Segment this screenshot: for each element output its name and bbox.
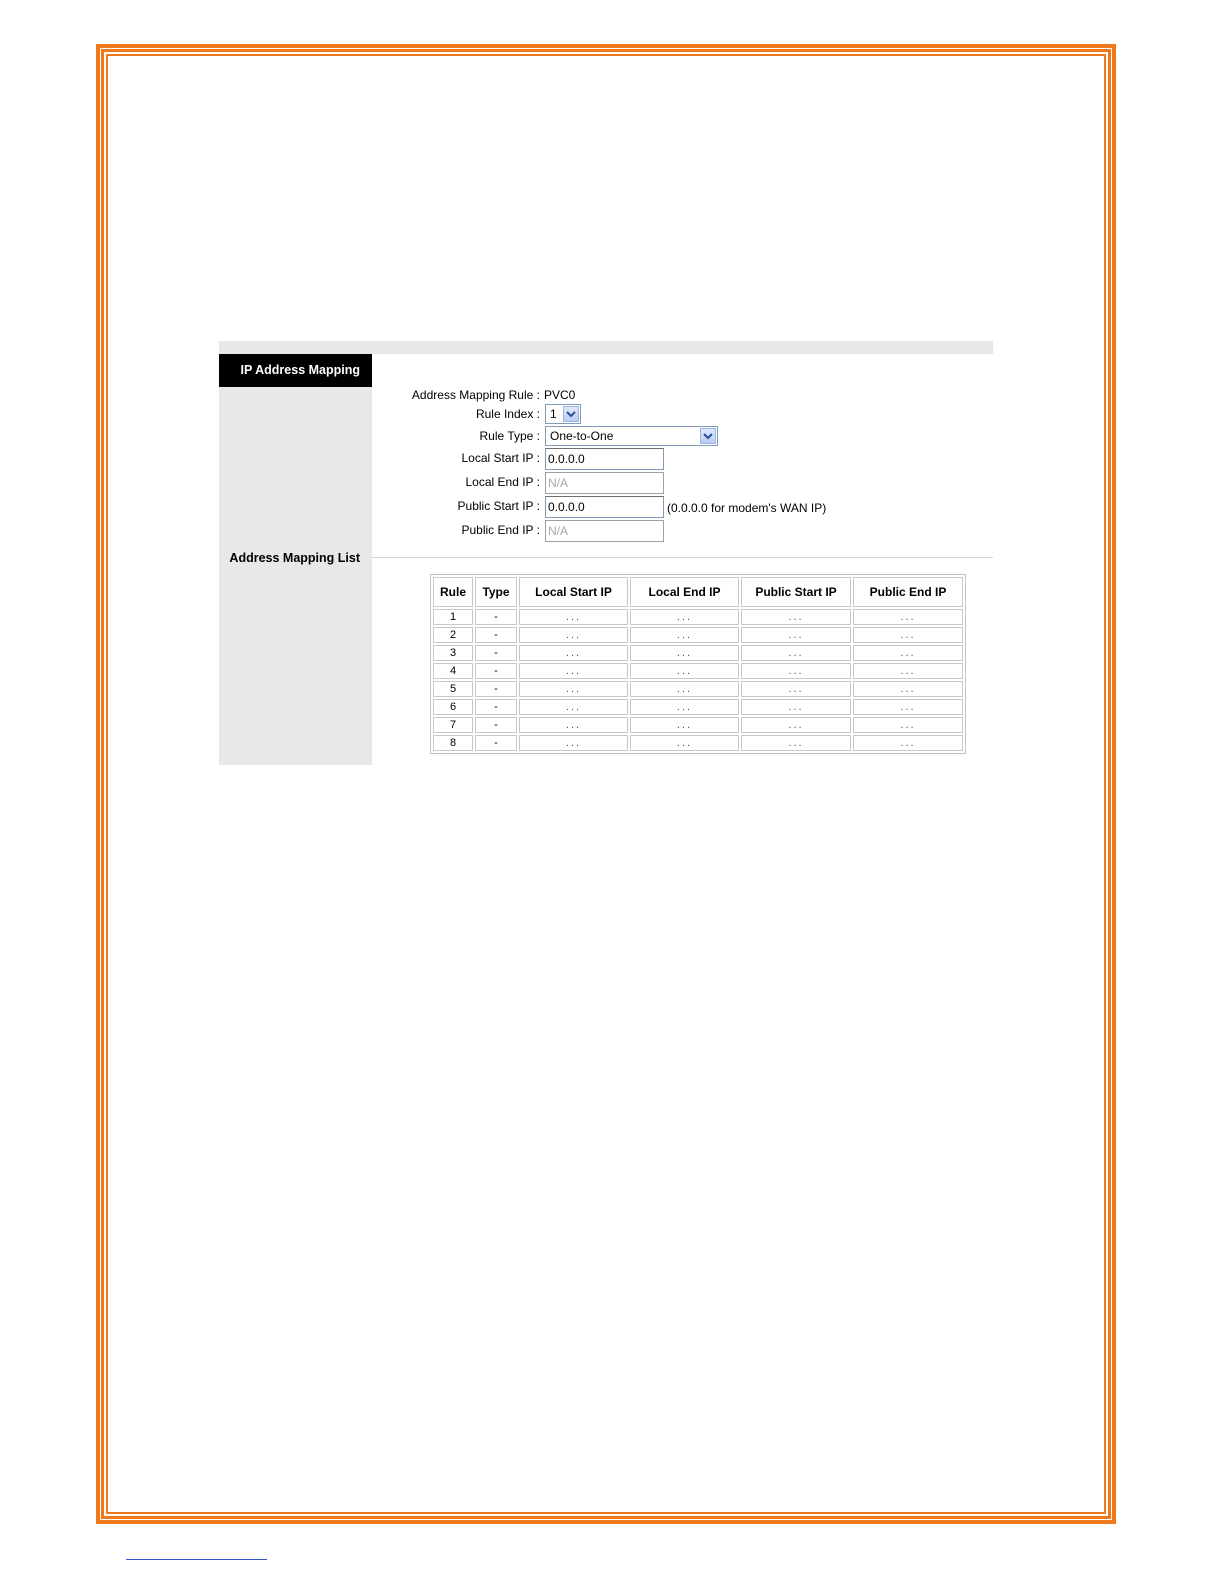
public-start-ip-row — [372, 495, 993, 517]
table-row — [433, 735, 963, 751]
ip-address-mapping-screenshot — [219, 341, 993, 765]
local-start-ip-input[interactable]: 0.0.0.0 — [545, 448, 664, 470]
mapping-rule-label: Address Mapping Rule : — [411, 388, 540, 402]
rule-type-row — [372, 425, 993, 447]
cell-public-start-ip: ... — [741, 627, 851, 643]
address-mapping-table — [430, 574, 966, 754]
cell-public-start-ip: ... — [741, 663, 851, 679]
cell-local-start-ip: ... — [519, 627, 628, 643]
top-strip — [219, 341, 993, 354]
table-row — [433, 717, 963, 733]
table-row — [433, 699, 963, 715]
local-start-ip-row — [372, 447, 993, 469]
table-row — [433, 627, 963, 643]
cell-type: - — [475, 699, 517, 715]
section-title: IP Address Mapping — [219, 354, 372, 387]
cell-local-start-ip: ... — [519, 735, 628, 751]
cell-local-start-ip: ... — [519, 681, 628, 697]
cell-local-end-ip: ... — [630, 681, 739, 697]
cell-type: - — [475, 681, 517, 697]
cell-public-end-ip: ... — [853, 609, 963, 625]
cell-type: - — [475, 627, 517, 643]
cell-local-start-ip: ... — [519, 717, 628, 733]
rule-index-row — [372, 403, 993, 425]
column-header-type: Type — [475, 577, 517, 607]
cell-local-end-ip: ... — [630, 717, 739, 733]
public-start-ip-input[interactable]: 0.0.0.0 — [545, 496, 664, 518]
cell-public-start-ip: ... — [741, 717, 851, 733]
rule-type-select[interactable] — [545, 426, 718, 446]
cell-rule: 5 — [433, 681, 473, 697]
column-header-public-start-ip: Public Start IP — [741, 577, 851, 607]
column-header-local-end-ip: Local End IP — [630, 577, 739, 607]
table-row — [433, 609, 963, 625]
cell-rule: 8 — [433, 735, 473, 751]
cell-type: - — [475, 663, 517, 679]
cell-type: - — [475, 717, 517, 733]
mapping-rule-value: PVC0 — [544, 388, 576, 402]
cell-public-end-ip: ... — [853, 699, 963, 715]
cell-public-end-ip: ... — [853, 663, 963, 679]
cell-public-start-ip: ... — [741, 681, 851, 697]
section-divider — [372, 557, 993, 558]
cell-rule: 3 — [433, 645, 473, 661]
cell-type: - — [475, 645, 517, 661]
table-row — [433, 645, 963, 661]
chevron-down-icon[interactable] — [700, 428, 716, 444]
local-end-ip-row — [372, 471, 993, 493]
local-end-ip-input[interactable]: N/A — [545, 472, 664, 494]
public-end-ip-input[interactable]: N/A — [545, 520, 664, 542]
chevron-down-icon[interactable] — [563, 406, 579, 422]
cell-public-start-ip: ... — [741, 735, 851, 751]
cell-type: - — [475, 609, 517, 625]
cell-public-start-ip: ... — [741, 699, 851, 715]
cell-local-end-ip: ... — [630, 645, 739, 661]
cell-rule: 7 — [433, 717, 473, 733]
cell-type: - — [475, 735, 517, 751]
footer-rule — [126, 1559, 267, 1560]
public-end-ip-row — [372, 519, 993, 541]
rule-index-select[interactable] — [545, 404, 581, 424]
cell-rule: 1 — [433, 609, 473, 625]
cell-local-start-ip: ... — [519, 699, 628, 715]
column-header-rule: Rule — [433, 577, 473, 607]
cell-local-start-ip: ... — [519, 609, 628, 625]
rule-type-label: Rule Type : — [479, 429, 540, 443]
cell-local-end-ip: ... — [630, 699, 739, 715]
table-row — [433, 663, 963, 679]
cell-public-end-ip: ... — [853, 681, 963, 697]
public-end-ip-label: Public End IP : — [461, 523, 540, 537]
cell-public-start-ip: ... — [741, 645, 851, 661]
rule-index-label: Rule Index : — [475, 407, 540, 421]
cell-local-end-ip: ... — [630, 609, 739, 625]
page-border-inner — [106, 54, 1106, 1514]
column-header-local-start-ip: Local Start IP — [519, 577, 628, 607]
cell-local-end-ip: ... — [630, 627, 739, 643]
cell-public-end-ip: ... — [853, 645, 963, 661]
cell-public-end-ip: ... — [853, 717, 963, 733]
public-start-ip-label: Public Start IP : — [457, 499, 540, 513]
local-start-ip-label: Local Start IP : — [461, 451, 540, 465]
cell-local-end-ip: ... — [630, 735, 739, 751]
cell-rule: 6 — [433, 699, 473, 715]
table-row — [433, 681, 963, 697]
column-header-public-end-ip: Public End IP — [853, 577, 963, 607]
cell-local-start-ip: ... — [519, 645, 628, 661]
local-end-ip-label: Local End IP : — [465, 475, 540, 489]
rule-type-value: One-to-One — [550, 429, 614, 443]
cell-public-end-ip: ... — [853, 735, 963, 751]
address-mapping-list-title: Address Mapping List — [229, 551, 360, 565]
cell-public-start-ip: ... — [741, 609, 851, 625]
cell-local-end-ip: ... — [630, 663, 739, 679]
cell-local-start-ip: ... — [519, 663, 628, 679]
public-start-ip-hint: (0.0.0.0 for modem's WAN IP) — [667, 501, 827, 515]
cell-rule: 2 — [433, 627, 473, 643]
cell-rule: 4 — [433, 663, 473, 679]
rule-index-value: 1 — [550, 407, 557, 421]
table-header-row — [433, 577, 963, 607]
cell-public-end-ip: ... — [853, 627, 963, 643]
